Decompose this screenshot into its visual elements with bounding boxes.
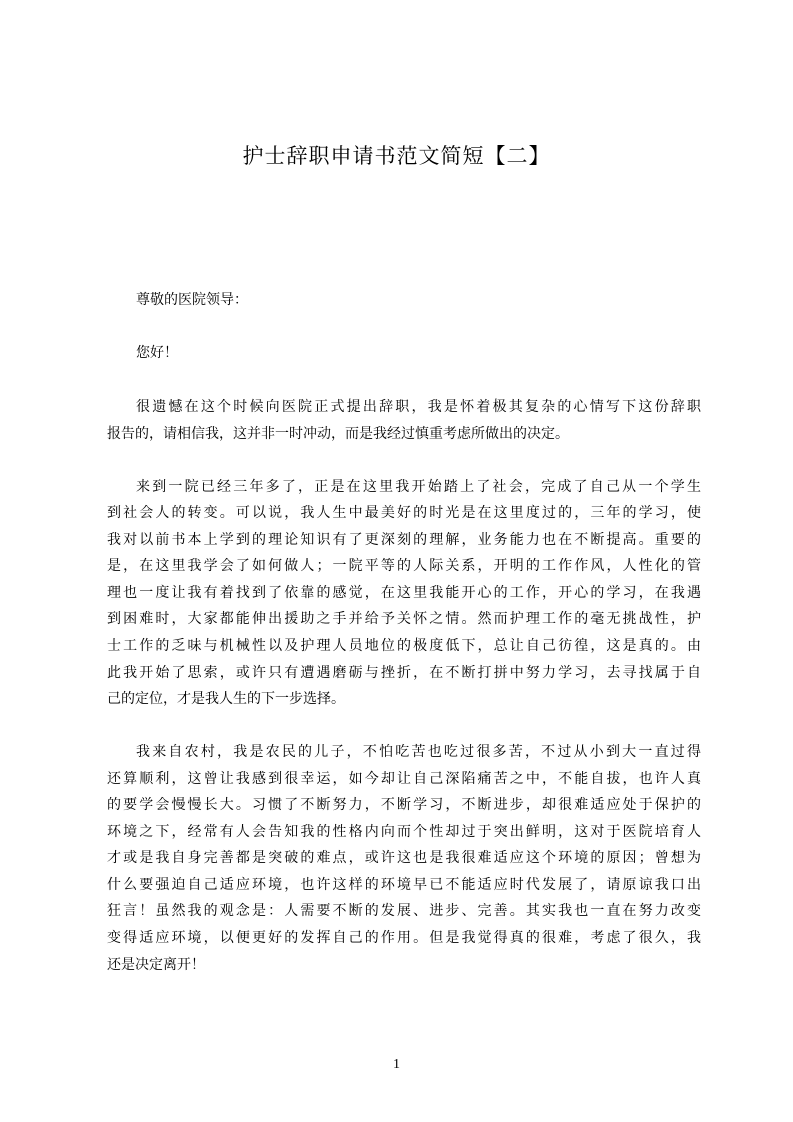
paragraph-line: 此我开始了思索，或许只有遭遇磨砺与挫折，在不断打拼中努力学习，去寻找属于自 xyxy=(107,665,701,681)
paragraph-line: 什么要强迫自己适应环境，也许这样的环境早已不能适应时代发展了，请原谅我口出 xyxy=(107,877,701,893)
paragraph-line: 己的定位，才是我人生的下一步选择。 xyxy=(107,691,345,707)
paragraph-line: 环境之下，经常有人会告知我的性格内向而个性却过于突出鲜明，这对于医院培育人 xyxy=(107,824,701,840)
page-number: 1 xyxy=(393,1057,400,1072)
paragraph-line: 来到一院已经三年多了，正是在这里我开始踏上了社会，完成了自己从一个学生 xyxy=(136,479,701,495)
greeting: 您好！ xyxy=(136,345,178,361)
paragraph-line: 还是决定离开！ xyxy=(107,957,205,973)
paragraph-line: 报告的，请相信我，这并非一时冲动，而是我经过慎重考虑所做出的决定。 xyxy=(107,426,569,442)
paragraph-line: 变得适应环境，以便更好的发挥自己的作用。但是我觉得真的很难，考虑了很久，我 xyxy=(107,930,701,946)
paragraph-line: 才或是我自身完善都是突破的难点，或许这也是我很难适应这个环境的原因；曾想为 xyxy=(107,850,701,866)
document-title: 护士辞职申请书范文简短【二】 xyxy=(242,144,551,168)
paragraph-line: 还算顺利，这曾让我感到很幸运，如今却让自己深陷痛苦之中，不能自拔，也许人真 xyxy=(107,771,701,787)
paragraph-line: 狂言！虽然我的观念是：人需要不断的发展、进步、完善。其实我也一直在努力改变 xyxy=(107,903,701,919)
paragraph-line: 是，在这里我学会了如何做人；一院平等的人际关系，开明的工作作风，人性化的管 xyxy=(107,558,701,574)
paragraph-line: 的要学会慢慢长大。习惯了不断努力，不断学习，不断进步，却很难适应处于保护的 xyxy=(107,797,701,813)
paragraph-line: 我对以前书本上学到的理论知识有了更深刻的理解，业务能力也在不断提高。重要的 xyxy=(107,532,701,548)
paragraph-line: 我来自农村，我是农民的儿子，不怕吃苦也吃过很多苦，不过从小到大一直过得 xyxy=(136,744,701,760)
paragraph-line: 理也一度让我有着找到了依靠的感觉，在这里我能开心的工作，开心的学习，在我遇 xyxy=(107,585,701,601)
salutation: 尊敬的医院领导： xyxy=(136,292,248,308)
paragraph-line: 到困难时，大家都能伸出援助之手并给予关怀之情。然而护理工作的毫无挑战性，护 xyxy=(107,611,701,627)
paragraph-line: 到社会人的转变。可以说，我人生中最美好的时光是在这里度过的，三年的学习，使 xyxy=(107,505,701,521)
paragraph-line: 士工作的乏味与机械性以及护理人员地位的极度低下，总让自己彷徨，这是真的。由 xyxy=(107,638,701,654)
paragraph-line: 很遗憾在这个时候向医院正式提出辞职，我是怀着极其复杂的心情写下这份辞职 xyxy=(136,399,701,415)
